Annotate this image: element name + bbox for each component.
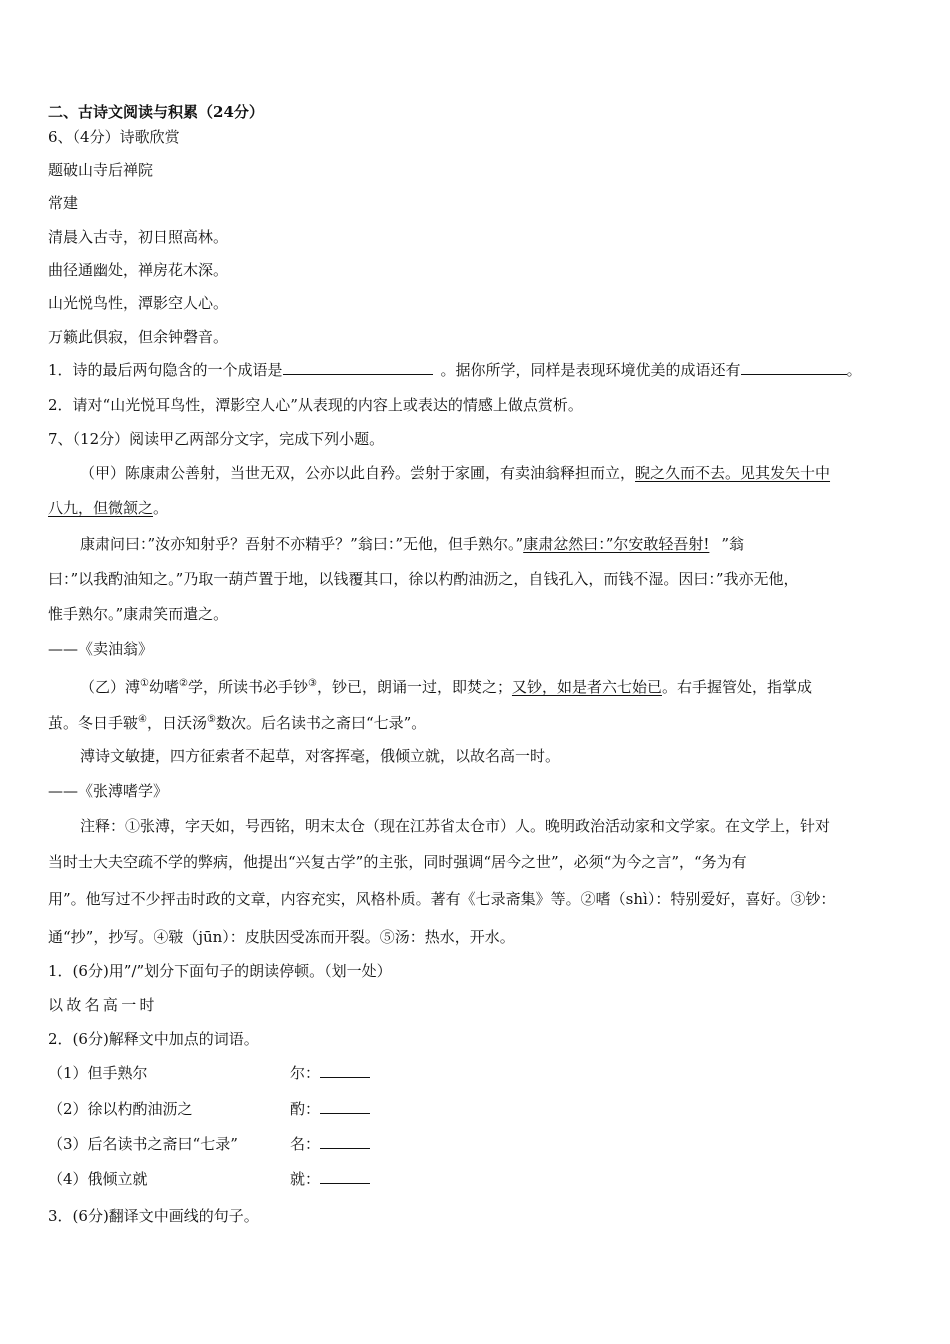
yi-line2-c: 数次。后名读书之斋曰“七录”。 — [215, 714, 427, 732]
q7-sub3: 3．(6分)翻译文中画线的句子。 — [48, 1207, 259, 1225]
yi-text-b: 幼嗜 — [148, 678, 179, 696]
answer-blank-2[interactable] — [741, 360, 847, 375]
yi-para1-line2 — [48, 710, 426, 733]
note-marker-4: ④ — [138, 714, 147, 725]
q6-sub1-text-b: 。据你所学，同样是表现环境优美的成语还有 — [440, 361, 741, 379]
notes-line-2: 当时士大夫空疏不学的弊病，他提出“兴复古学”的主张，同时强调“居今之世”，必须“为今之言”，“务为有 — [48, 853, 747, 871]
note-marker-1: ① — [140, 678, 149, 689]
vocab-phrase-2: （2）徐以杓酌油沥之 — [48, 1100, 193, 1118]
jia-para1-text: （甲）陈康肃公善射，当世无双，公亦以此自矜。尝射于家圃，有卖油翁释担而立， — [80, 464, 636, 482]
jia-underlined-sentence-2: 八九，但微颔之 — [48, 499, 154, 517]
notes-line-1: 注释：①张溥，字天如，号西铭，明末太仓（现在江苏省太仓市）人。晚明政治活动家和文学家。在文学上，针对 — [80, 817, 831, 835]
yi-line2-a: 茧。冬日手皲 — [48, 714, 139, 732]
jia-para1-line2 — [48, 498, 168, 518]
poem-title: 题破山寺后禅院 — [48, 161, 154, 179]
vocab-answer-4 — [290, 1169, 370, 1189]
vocab-phrase-3: （3）后名读书之斋曰“七录” — [48, 1135, 238, 1153]
poem-author: 常建 — [48, 194, 79, 212]
vocab-row-3 — [48, 1134, 448, 1154]
q6-sub1-text-c: 。 — [846, 361, 862, 379]
poem-line-3: 山光悦鸟性，潭影空人心。 — [48, 294, 229, 312]
vocab-row-1 — [48, 1063, 448, 1083]
poem-line-4: 万籁此俱寂，但余钟磬音。 — [48, 328, 229, 346]
jia-para2-line3: 惟手熟尔。”康肃笑而遣之。 — [48, 605, 229, 623]
yi-text-c: 学，所读书必手钞 — [187, 678, 308, 696]
yi-text-a: （乙）溥 — [80, 678, 141, 696]
q7-sub1: 1．(6分)用”/”划分下面句子的朗读停顿。（划一处） — [48, 962, 392, 980]
jia-para2-text: 康肃问曰：”汝亦知射乎？吾射不亦精乎？”翁曰：”无他，但手熟尔。” — [80, 535, 524, 553]
jia-para2-line2: 曰：”以我酌油知之。”乃取一葫芦置于地，以钱覆其口，徐以杓酌油沥之，自钱孔入，而钱不湿。因曰：”我亦无他， — [48, 570, 799, 588]
q6-sub1 — [48, 360, 862, 380]
yi-text-e: 。右手握管处，指掌成 — [661, 678, 812, 696]
jia-para2-text-b: ”翁 — [721, 535, 745, 553]
vocab-word-1: 尔： — [290, 1064, 321, 1082]
vocab-word-4: 就： — [290, 1170, 321, 1188]
vocab-answer-2 — [290, 1099, 370, 1119]
yi-underlined-sentence: 又钞，如是者六七始已 — [511, 678, 662, 696]
vocab-row-4 — [48, 1169, 448, 1189]
jia-source: ——《卖油翁》 — [48, 640, 154, 658]
yi-line2-b: ，日沃汤 — [146, 714, 207, 732]
yi-para1-line1 — [80, 674, 812, 697]
answer-blank-1[interactable] — [283, 360, 433, 375]
vocab-phrase-1: （1）但手熟尔 — [48, 1064, 148, 1082]
jia-para1-line1 — [80, 463, 830, 483]
note-marker-3: ③ — [307, 678, 317, 689]
note-marker-5: ⑤ — [207, 714, 216, 725]
q7-heading: 7、（12分）阅读甲乙两部分文字，完成下列小题。 — [48, 430, 385, 448]
vocab-phrase-4: （4）俄倾立就 — [48, 1170, 148, 1188]
notes-line-4: 通“抄”，抄写。④皲（jūn）：皮肤因受冻而开裂。⑤汤：热水，开水。 — [48, 928, 515, 946]
poem-line-2: 曲径通幽处，禅房花木深。 — [48, 261, 229, 279]
jia-underlined-sentence-3: 康肃忿然曰：”尔安敢轻吾射! — [523, 535, 710, 553]
notes-line-3: 用”。他写过不少抨击时政的文章，内容充实，风格朴质。著有《七录斋集》等。②嗜（shì）：特别爱好，喜好。③钞： — [48, 890, 836, 908]
yi-source: ——《张溥嗜学》 — [48, 782, 169, 800]
q6-sub1-text-a: 1．诗的最后两句隐含的一个成语是 — [48, 361, 283, 379]
jia-para1-end: 。 — [153, 499, 169, 517]
jia-underlined-sentence-1: 睨之久而不去。见其发矢十中 — [635, 464, 831, 482]
jia-para2-line1 — [80, 534, 744, 554]
vocab-blank-2[interactable] — [320, 1099, 370, 1114]
section-title: 二、古诗文阅读与积累（24分） — [48, 103, 264, 121]
note-marker-2: ② — [179, 678, 188, 689]
vocab-answer-1 — [290, 1063, 370, 1083]
poem-line-1: 清晨入古寺，初日照高林。 — [48, 228, 229, 246]
q7-sub2: 2．(6分)解释文中加点的词语。 — [48, 1030, 259, 1048]
yi-text-d: ，钞已，朗诵一过，即焚之； — [316, 678, 512, 696]
vocab-blank-3[interactable] — [320, 1134, 370, 1149]
vocab-blank-1[interactable] — [320, 1063, 370, 1078]
vocab-blank-4[interactable] — [320, 1169, 370, 1184]
q6-heading: 6、（4分）诗歌欣赏 — [48, 128, 180, 146]
vocab-row-2 — [48, 1099, 448, 1119]
yi-para2: 溥诗文敏捷，四方征索者不起草，对客挥毫，俄倾立就，以故名高一时。 — [80, 747, 561, 765]
vocab-word-2: 酌： — [290, 1100, 321, 1118]
vocab-answer-3 — [290, 1134, 370, 1154]
q7-sub1-sentence: 以故名高一时 — [48, 996, 158, 1014]
vocab-word-3: 名： — [290, 1135, 321, 1153]
q6-sub2: 2．请对“山光悦耳鸟性，潭影空人心”从表现的内容上或表达的情感上做点赏析。 — [48, 396, 583, 414]
